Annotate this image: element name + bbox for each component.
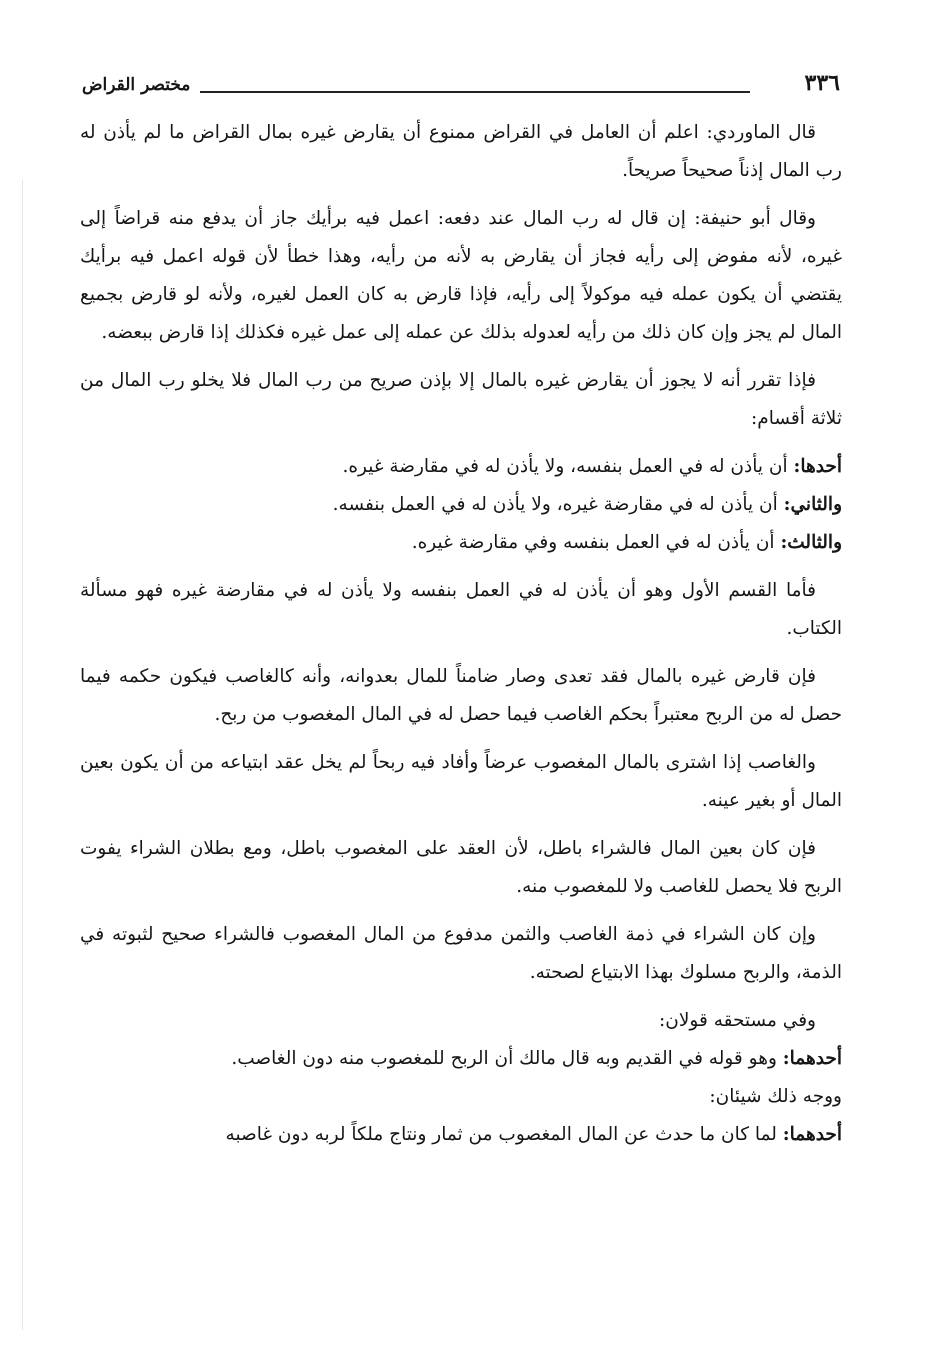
paragraph: وإن كان الشراء في ذمة الغاصب والثمن مدفوع من المال المغصوب فالشراء صحيح لثبوته في الذمة، والربح مسلوك بهذا الابتياع لصحته. — [80, 924, 842, 983]
item-keyword: أحدهما: — [782, 1124, 842, 1145]
list-item — [80, 486, 842, 524]
item-text: لما كان ما حدث عن المال المغصوب من ثمار ونتاج ملكاً لربه دون غاصبه — [225, 1124, 783, 1145]
item-keyword: أحدها: — [793, 456, 842, 477]
item-text: أن يأذن له في العمل بنفسه، ولا يأذن له في مقارضة غيره. — [342, 456, 794, 477]
list-item — [80, 524, 842, 562]
scan-edge-line — [22, 180, 23, 1330]
paragraph: والغاصب إذا اشترى بالمال المغصوب عرضاً وأفاد فيه ربحاً لم يخل عقد ابتياعه من أن يكون بعين المال أو بغير عينه. — [80, 752, 842, 811]
paragraph: قال الماوردي: اعلم أن العامل في القراض ممنوع أن يقارض غيره بمال القراض ما لم يأذن له رب المال إذناً صحيحاً صريحاً. — [80, 122, 842, 181]
list-item — [80, 448, 842, 486]
list-item — [80, 1116, 842, 1154]
item-keyword: والثالث: — [780, 532, 842, 553]
header-rule — [200, 91, 750, 93]
paragraph: فأما القسم الأول وهو أن يأذن له في العمل بنفسه ولا يأذن له في مقارضة غيره فهو مسألة الكتاب. — [80, 580, 842, 639]
page-header — [82, 68, 840, 104]
paragraph: فإن كان بعين المال فالشراء باطل، لأن العقد على المغصوب باطل، ومع بطلان الشراء يفوت الربح فلا يحصل للغاصب ولا للمغصوب منه. — [80, 838, 842, 897]
page-number: ٣٣٦ — [804, 70, 840, 96]
item-text: أن يأذن له في مقارضة غيره، ولا يأذن له في العمل بنفسه. — [332, 494, 784, 515]
paragraph: وفي مستحقه قولان: — [659, 1010, 816, 1031]
list-item — [80, 1040, 842, 1078]
paragraph: وقال أبو حنيفة: إن قال له رب المال عند دفعه: اعمل فيه برأيك جاز أن يدفع منه قراضاً إلى غيره، لأنه مفوض إلى رأيه فجاز أن يقارض به لأنه من رأيه، وهذا خطأ لأن قوله اعمل فيه برأيك يقتضي أن يكون عمله فيه موكولاً إلى رأيه، فإذا قارض به كان العمل لغيره، ولأنه لو قارض بجميع المال لم يجز وإن كان ذلك من رأيه لعدوله بذلك عن عمله إلى عمل غيره فكذلك إذا قارض ببعضه. — [80, 208, 842, 343]
paragraph: فإذا تقرر أنه لا يجوز أن يقارض غيره بالمال إلا بإذن صريح من رب المال فلا يخلو رب المال من ثلاثة أقسام: — [80, 370, 842, 429]
item-keyword: والثاني: — [783, 494, 842, 515]
item-text: وهو قوله في القديم وبه قال مالك أن الربح للمغصوب منه دون الغاصب. — [231, 1048, 783, 1069]
tail-line: ووجه ذلك شيئان: — [709, 1086, 842, 1107]
running-title: مختصر القراض — [82, 75, 191, 95]
paragraph: فإن قارض غيره بالمال فقد تعدى وصار ضامناً للمال بعدوانه، وأنه كالغاصب فيكون حكمه فيما حصل له من الربح معتبراً بحكم الغاصب فيما حصل له في المال المغصوب من ربح. — [80, 666, 842, 725]
item-keyword: أحدهما: — [782, 1048, 842, 1069]
item-text: أن يأذن له في العمل بنفسه وفي مقارضة غيره. — [411, 532, 781, 553]
page-body — [80, 114, 842, 1154]
